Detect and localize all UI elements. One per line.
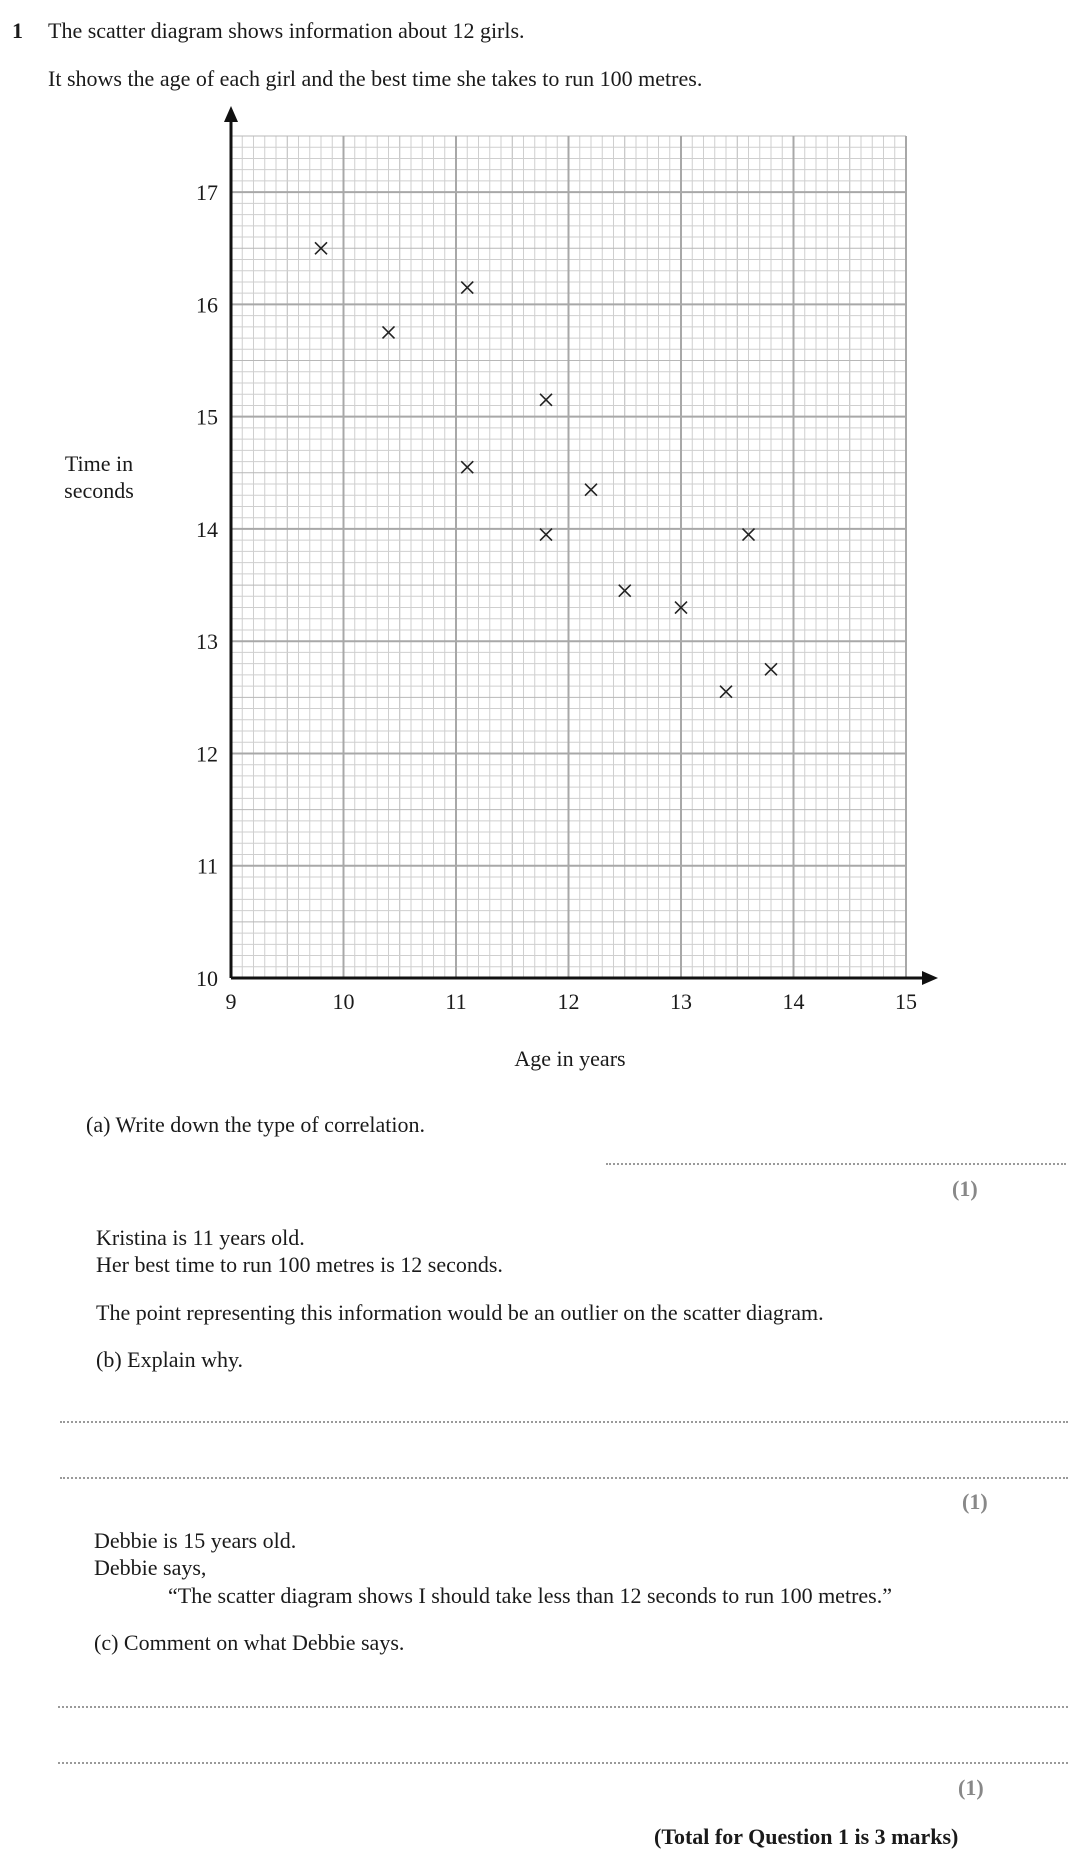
y-tick-label-15: 15 xyxy=(196,404,218,430)
x-axis-title: Age in years xyxy=(514,1046,626,1071)
x-tick-label-12: 12 xyxy=(557,989,580,1014)
x-tick-label-11: 11 xyxy=(445,989,467,1014)
part-b-marks: (1) xyxy=(962,1489,988,1514)
x-tick-label-9: 9 xyxy=(225,989,237,1014)
question-number: 1 xyxy=(12,18,23,43)
y-axis-arrow xyxy=(224,106,238,122)
part-b-answer-line-1[interactable] xyxy=(60,1421,1068,1423)
y-axis-title-line-1: Time in xyxy=(64,451,134,476)
y-tick-label-14: 14 xyxy=(196,516,218,542)
part-c-prompt: (c) Comment on what Debbie says. xyxy=(94,1630,405,1655)
x-tick-label-13: 13 xyxy=(670,989,692,1014)
x-tick-label-14: 14 xyxy=(782,989,805,1014)
y-axis-title-line-2: seconds xyxy=(64,478,134,503)
x-tick-label-15: 15 xyxy=(895,989,917,1014)
part-a-marks: (1) xyxy=(952,1176,978,1201)
y-tick-label-12: 12 xyxy=(196,741,218,767)
part-b-answer-line-2[interactable] xyxy=(60,1477,1068,1479)
question-total: (Total for Question 1 is 3 marks) xyxy=(654,1824,959,1849)
y-tick-label-17: 17 xyxy=(196,180,218,206)
part-b-prompt: (b) Explain why. xyxy=(96,1347,244,1372)
y-tick-label-10: 10 xyxy=(196,966,218,991)
y-tick-label-13: 13 xyxy=(196,629,218,655)
debbie-says: Debbie says, xyxy=(94,1555,207,1580)
part-c-marks: (1) xyxy=(958,1775,984,1800)
question-intro-line-1: The scatter diagram shows information about 12 girls. xyxy=(48,18,525,43)
kristina-time: Her best time to run 100 metres is 12 seconds. xyxy=(96,1252,503,1277)
outlier-statement: The point representing this information would be an outlier on the scatter diagram. xyxy=(96,1300,824,1325)
question-intro-line-2: It shows the age of each girl and the best time she takes to run 100 metres. xyxy=(48,66,703,91)
y-tick-label-11: 11 xyxy=(196,853,218,879)
part-a-answer-line[interactable] xyxy=(606,1163,1066,1165)
part-a-prompt: (a) Write down the type of correlation. xyxy=(86,1112,425,1137)
chart-axes xyxy=(224,106,938,985)
y-tick-label-16: 16 xyxy=(196,292,218,318)
part-c-answer-line-1[interactable] xyxy=(58,1706,1068,1708)
part-c-answer-line-2[interactable] xyxy=(58,1762,1068,1764)
debbie-quote: “The scatter diagram shows I should take less than 12 seconds to run 100 metres.” xyxy=(168,1583,892,1608)
kristina-age: Kristina is 11 years old. xyxy=(96,1225,305,1250)
x-axis-arrow xyxy=(922,971,938,985)
x-tick-label-10: 10 xyxy=(332,989,355,1014)
debbie-age: Debbie is 15 years old. xyxy=(94,1528,297,1553)
